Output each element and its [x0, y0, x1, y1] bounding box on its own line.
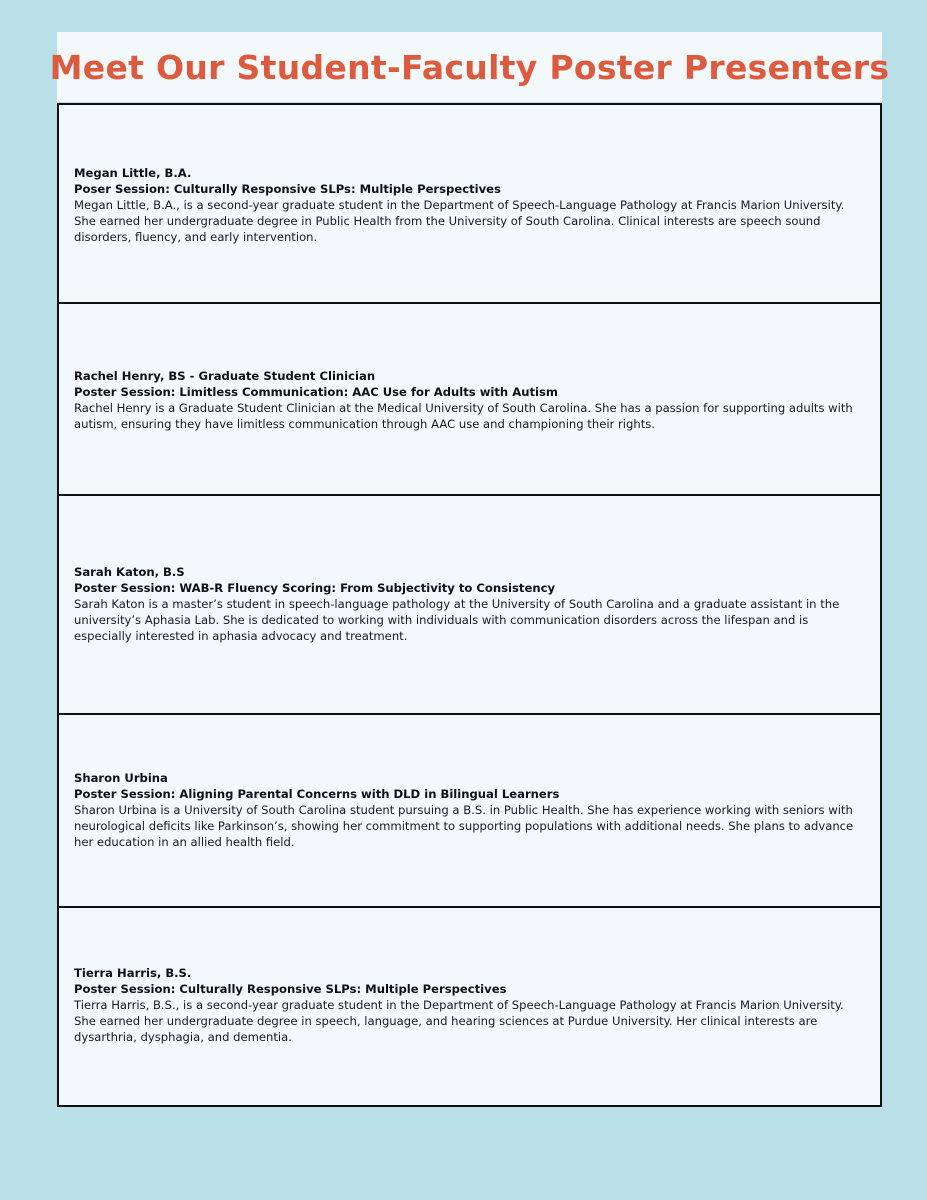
presenter-entry [74, 564, 866, 644]
presenter-session: Poster Session: Limitless Communication: AAC Use for Adults with Autism [74, 385, 558, 399]
presenter-bio: Sarah Katon is a master’s student in speech-language pathology at the University of South Carolina and a graduate assistant in the university’s Aphasia Lab. She is dedicated to working with individuals with communication disorders across the lifespan and is especially interested in aphasia advocacy and treatment. [74, 597, 840, 643]
presenter-bio: Rachel Henry is a Graduate Student Clinician at the Medical University of South Carolina. She has a passion for supporting adults with autism, ensuring they have limitless communication through AAC use and championing their rights. [74, 401, 853, 431]
presenter-row-rachel-henry [59, 302, 880, 496]
presenter-bio: Tierra Harris, B.S., is a second-year graduate student in the Department of Speech-Language Pathology at Francis Marion University. She earned her undergraduate degree in speech, language, and hearing sciences at Purdue University. Her clinical interests are dysarthria, dysphagia, and dementia. [74, 998, 844, 1044]
presenter-row-sarah-katon [59, 494, 880, 715]
presenter-name: Sharon Urbina [74, 771, 168, 785]
presenter-row-megan-little [59, 105, 880, 304]
presenter-row-sharon-urbina [59, 713, 880, 908]
presenter-name: Tierra Harris, B.S. [74, 966, 192, 980]
presenter-row-tierra-harris [59, 906, 880, 1105]
presenter-name: Sarah Katon, B.S [74, 565, 185, 579]
page-title: Meet Our Student-Faculty Poster Presenters [49, 47, 890, 87]
presenter-session: Poster Session: Culturally Responsive SLPs: Multiple Perspectives [74, 982, 507, 996]
presenter-session: Poster Session: WAB-R Fluency Scoring: From Subjectivity to Consistency [74, 581, 555, 595]
presenter-entry [74, 368, 866, 432]
presenters-table [57, 103, 882, 1107]
presenter-entry [74, 770, 866, 850]
title-banner [49, 32, 890, 102]
presenter-name: Megan Little, B.A. [74, 166, 192, 180]
presenter-session: Poster Session: Aligning Parental Concerns with DLD in Bilingual Learners [74, 787, 560, 801]
presenter-session: Poser Session: Culturally Responsive SLPs: Multiple Perspectives [74, 182, 501, 196]
presenter-name: Rachel Henry, BS - Graduate Student Clinician [74, 369, 376, 383]
presenter-entry [74, 165, 866, 245]
presenter-bio: Sharon Urbina is a University of South Carolina student pursuing a B.S. in Public Health. She has experience working with seniors with neurological deficits like Parkinson’s, showing her commitment to supporting populations with additional needs. She plans to advance her education in an allied health field. [74, 803, 854, 849]
presenter-entry [74, 965, 866, 1045]
presenter-bio: Megan Little, B.A., is a second-year graduate student in the Department of Speech-Language Pathology at Francis Marion University. She earned her undergraduate degree in Public Health from the University of South Carolina. Clinical interests are speech sound disorders, fluency, and early intervention. [74, 198, 845, 244]
